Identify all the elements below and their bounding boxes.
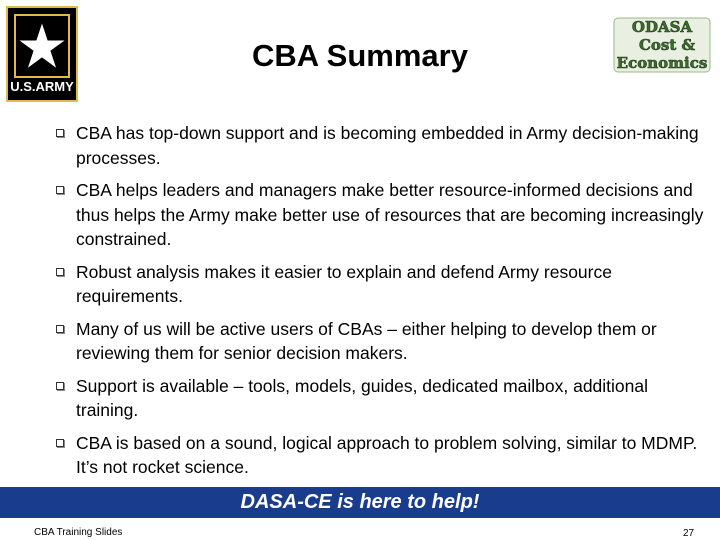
bullet-list xyxy=(56,121,706,480)
bullet-item xyxy=(56,374,706,423)
odasa-logo-line-3: Economics xyxy=(616,54,708,72)
bullet-text: Many of us will be active users of CBAs – either helping to develop them or reviewing them for senior decision makers. xyxy=(76,318,657,363)
bullet-item xyxy=(56,317,706,366)
checkbox-bullet-icon xyxy=(56,325,64,333)
page-number: 27 xyxy=(683,528,695,539)
us-army-logo xyxy=(6,6,78,102)
star-frame xyxy=(14,14,70,78)
bullet-item xyxy=(56,121,706,170)
page-title: CBA Summary xyxy=(252,38,468,73)
checkbox-bullet-icon xyxy=(56,129,64,137)
bullet-text: CBA is based on a sound, logical approach to problem solving, similar to MDMP. It’s not rocket science. xyxy=(76,432,698,477)
bullet-item xyxy=(56,431,706,480)
bullet-text: Robust analysis makes it easier to explain and defend Army resource requirements. xyxy=(76,261,612,306)
help-banner-text: DASA-CE is here to help! xyxy=(240,491,480,513)
army-logo-text: U.S.ARMY xyxy=(10,79,74,94)
bullet-text: CBA helps leaders and managers make better resource-informed decisions and thus helps the Army make better use of resources that are becoming increasingly constrained. xyxy=(76,180,704,249)
bullet-text: CBA has top-down support and is becoming embedded in Army decision-making processes. xyxy=(76,123,699,168)
footer-label: CBA Training Slides xyxy=(34,527,123,538)
star-icon xyxy=(16,16,68,76)
checkbox-bullet-icon xyxy=(56,382,64,390)
odasa-cost-economics-logo xyxy=(611,14,713,76)
checkbox-bullet-icon xyxy=(56,186,64,194)
odasa-logo-line-2: Cost & xyxy=(638,36,696,54)
odasa-logo-line-1: ODASA xyxy=(631,18,693,36)
bullet-item xyxy=(56,260,706,309)
help-banner xyxy=(0,487,720,518)
bullet-item xyxy=(56,178,706,252)
checkbox-bullet-icon xyxy=(56,439,64,447)
bullet-text: Support is available – tools, models, guides, dedicated mailbox, additional training. xyxy=(76,375,649,420)
checkbox-bullet-icon xyxy=(56,268,64,276)
